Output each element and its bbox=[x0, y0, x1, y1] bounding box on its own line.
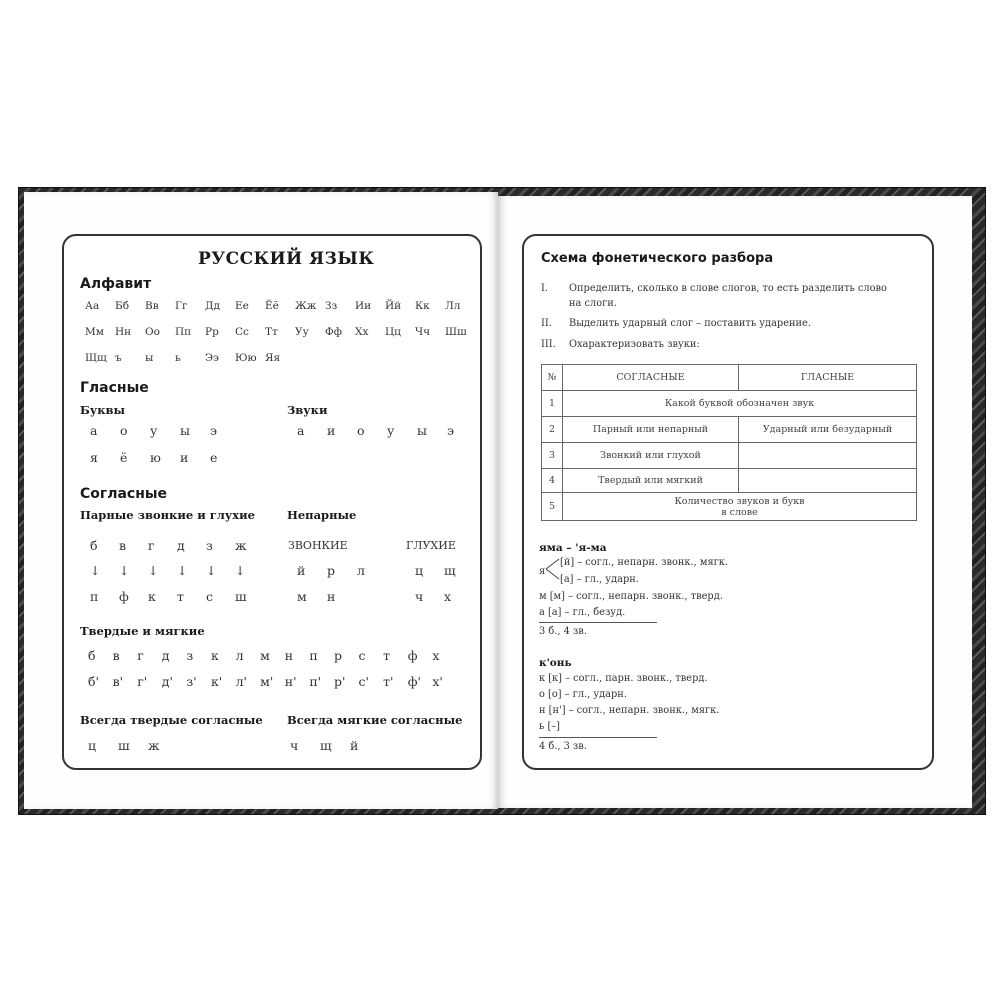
voiceless-label: ГЛУХИЕ bbox=[406, 539, 456, 552]
hard-consonant: п bbox=[309, 648, 318, 663]
alphabet-letter: Яя bbox=[265, 352, 281, 364]
arrow-row bbox=[90, 563, 264, 578]
soft-consonant: п' bbox=[309, 674, 322, 689]
always-hard-letter: ж bbox=[148, 738, 160, 753]
alphabet-letter: Фф bbox=[325, 326, 342, 338]
alphabet-letter: Ее bbox=[235, 300, 249, 312]
always-hard-letter: ц bbox=[88, 738, 97, 753]
consonants-heading: Согласные bbox=[80, 486, 168, 502]
unpaired-voiceless-row-2 bbox=[415, 589, 473, 604]
voiceless-consonant: т bbox=[177, 589, 184, 604]
example-2-total: 4 б., 3 зв. bbox=[539, 741, 587, 752]
voiced-row bbox=[90, 538, 264, 553]
always-soft-letter: ч bbox=[290, 738, 299, 753]
row-cell-line: Количество звуков и букв bbox=[674, 495, 805, 507]
alphabet-letter: Аа bbox=[85, 300, 100, 312]
soft-consonant: д' bbox=[161, 674, 173, 689]
table-header-consonants: СОГЛАСНЫЕ bbox=[563, 365, 739, 391]
alphabet-letter: Лл bbox=[445, 300, 461, 312]
always-soft-label: Всегда мягкие согласные bbox=[287, 713, 463, 727]
example-2-line-1: к [к] – согл., парн. звонк., тверд. bbox=[539, 673, 708, 684]
voiceless-consonant: ф bbox=[119, 589, 129, 604]
russian-language-panel bbox=[62, 234, 482, 770]
row-num: 2 bbox=[542, 417, 563, 443]
unpaired-voiceless: ч bbox=[415, 589, 424, 604]
vowel-sound: а bbox=[297, 423, 305, 438]
always-hard-letter: ш bbox=[118, 738, 130, 753]
vowel-letter: ю bbox=[150, 450, 161, 465]
example-1-line-2: [а] – гл., ударн. bbox=[560, 574, 639, 585]
soft-consonant: г' bbox=[137, 674, 148, 689]
alphabet-letter: Оо bbox=[145, 326, 160, 338]
unpaired-voiced-row-2 bbox=[297, 589, 357, 604]
row-num: 1 bbox=[542, 391, 563, 417]
vowel-letter: ё bbox=[120, 450, 128, 465]
step-3-num: III. bbox=[541, 339, 556, 350]
hard-consonant: м bbox=[260, 648, 270, 663]
soft-consonant: в' bbox=[112, 674, 124, 689]
hard-row bbox=[88, 648, 457, 663]
voiced-label: ЗВОНКИЕ bbox=[288, 539, 348, 552]
down-arrow-icon: ↓ bbox=[235, 563, 246, 578]
unpaired-voiceless: х bbox=[444, 589, 452, 604]
hard-consonant: з bbox=[186, 648, 194, 663]
table-row bbox=[542, 391, 917, 417]
alphabet-letter: Тт bbox=[265, 326, 278, 338]
soft-consonant: л' bbox=[235, 674, 247, 689]
vowels-heading: Гласные bbox=[80, 380, 149, 396]
alphabet-heading: Алфавит bbox=[80, 276, 152, 292]
voiced-consonant: ж bbox=[235, 538, 247, 553]
hard-consonant: с bbox=[358, 648, 366, 663]
alphabet-letter: Уу bbox=[295, 326, 309, 338]
step-1-text: Определить, сколько в слове слогов, то есть разделить слово bbox=[569, 283, 887, 294]
vowel-letter: у bbox=[150, 423, 158, 438]
hard-consonant: р bbox=[333, 648, 342, 663]
alphabet-letter: ь bbox=[175, 352, 181, 364]
voiceless-consonant: с bbox=[206, 589, 214, 604]
alphabet-letter: Ээ bbox=[205, 352, 219, 364]
down-arrow-icon: ↓ bbox=[177, 563, 188, 578]
soft-consonant: з' bbox=[186, 674, 197, 689]
down-arrow-icon: ↓ bbox=[90, 563, 101, 578]
always-hard-label: Всегда твердые согласные bbox=[80, 713, 263, 727]
example-1-line-3: м [м] – согл., непарн. звонк., тверд. bbox=[539, 591, 723, 602]
alphabet-row-1 bbox=[85, 300, 475, 312]
example-2-word: к'онь bbox=[539, 657, 572, 669]
alphabet-letter: Юю bbox=[235, 352, 257, 364]
row-cell-line: в слове bbox=[721, 506, 758, 518]
divider bbox=[539, 622, 657, 623]
unpaired-label: Непарные bbox=[287, 508, 357, 522]
hard-consonant: г bbox=[137, 648, 144, 663]
hard-consonant: т bbox=[383, 648, 391, 663]
vowel-sound: ы bbox=[417, 423, 427, 438]
alphabet-letter: Кк bbox=[415, 300, 430, 312]
step-1-text-cont: на слоги. bbox=[569, 298, 617, 309]
unpaired-voiceless: ц bbox=[415, 563, 424, 578]
row-cell: Твердый или мягкий bbox=[563, 469, 739, 493]
always-soft-letters bbox=[290, 738, 380, 753]
soft-consonant: м' bbox=[260, 674, 274, 689]
example-1-word: яма – 'я-ма bbox=[539, 542, 607, 554]
row-cell bbox=[563, 493, 917, 521]
alphabet-letter: Чч bbox=[415, 326, 431, 338]
alphabet-letter: Шш bbox=[445, 326, 467, 338]
alphabet-letter: Рр bbox=[205, 326, 219, 338]
example-2-line-4: ь [–] bbox=[539, 721, 560, 732]
soft-consonant: р' bbox=[333, 674, 346, 689]
hard-consonant: к bbox=[210, 648, 219, 663]
vowel-letter: я bbox=[90, 450, 98, 465]
voiceless-row bbox=[90, 589, 264, 604]
alphabet-letter: Нн bbox=[115, 326, 132, 338]
vowel-sounds-row bbox=[297, 423, 477, 438]
example-2-line-3: н [н'] – согл., непарн. звонк., мягк. bbox=[539, 705, 720, 716]
voiced-consonant: в bbox=[119, 538, 127, 553]
table-row bbox=[542, 443, 917, 469]
vowel-letters-row-1 bbox=[90, 423, 240, 438]
down-arrow-icon: ↓ bbox=[119, 563, 130, 578]
soft-consonant: х' bbox=[432, 674, 443, 689]
vowel-letter: и bbox=[180, 450, 189, 465]
alphabet-letter: Ёё bbox=[265, 300, 279, 312]
alphabet-letter: Жж bbox=[295, 300, 317, 312]
vowel-letter: е bbox=[210, 450, 218, 465]
step-2-num: II. bbox=[541, 318, 552, 329]
vowel-letter: ы bbox=[180, 423, 190, 438]
paired-label: Парные звонкие и глухие bbox=[80, 508, 255, 522]
alphabet-row-2 bbox=[85, 326, 475, 338]
divider bbox=[539, 737, 657, 738]
voiceless-consonant: ш bbox=[235, 589, 247, 604]
soft-row bbox=[88, 674, 457, 689]
row-cell: Ударный или безударный bbox=[739, 417, 917, 443]
step-3-text: Охарактеризовать звуки: bbox=[569, 339, 700, 350]
example-1-line-4: а [а] – гл., безуд. bbox=[539, 607, 626, 618]
unpaired-voiced-row-1 bbox=[297, 563, 387, 578]
down-arrow-icon: ↓ bbox=[148, 563, 159, 578]
alphabet-letter: Сс bbox=[235, 326, 249, 338]
unpaired-voiceless-row-1 bbox=[415, 563, 473, 578]
row-num: 5 bbox=[542, 493, 563, 521]
alphabet-letter: Хх bbox=[355, 326, 369, 338]
voiced-consonant: г bbox=[148, 538, 155, 553]
example-2-line-2: о [о] – гл., ударн. bbox=[539, 689, 627, 700]
table-row bbox=[542, 469, 917, 493]
vowel-sound: о bbox=[357, 423, 365, 438]
unpaired-voiced: м bbox=[297, 589, 307, 604]
panel-title: РУССКИЙ ЯЗЫК bbox=[198, 249, 375, 269]
row-num: 4 bbox=[542, 469, 563, 493]
soft-consonant: б' bbox=[88, 674, 99, 689]
voiced-consonant: д bbox=[177, 538, 185, 553]
alphabet-letter: Зз bbox=[325, 300, 338, 312]
unpaired-voiced: л bbox=[357, 563, 365, 578]
soft-consonant: с' bbox=[358, 674, 369, 689]
alphabet-letter: ъ bbox=[115, 352, 122, 364]
down-arrow-icon: ↓ bbox=[206, 563, 217, 578]
row-cell: Звонкий или глухой bbox=[563, 443, 739, 469]
voiced-consonant: з bbox=[206, 538, 213, 553]
hard-consonant: д bbox=[161, 648, 170, 663]
voiced-consonant: б bbox=[90, 538, 98, 553]
hard-consonant: н bbox=[284, 648, 294, 663]
hard-consonant: б bbox=[88, 648, 96, 663]
vowel-letters-row-2 bbox=[90, 450, 240, 465]
unpaired-voiceless: щ bbox=[444, 563, 456, 578]
always-hard-letters bbox=[88, 738, 178, 753]
alphabet-letter: Ии bbox=[355, 300, 372, 312]
row-cell bbox=[739, 443, 917, 469]
row-cell bbox=[739, 469, 917, 493]
alphabet-letter: Бб bbox=[115, 300, 130, 312]
unpaired-voiced: й bbox=[297, 563, 306, 578]
step-2-text: Выделить ударный слог – поставить ударение. bbox=[569, 318, 811, 329]
alphabet-letter: Дд bbox=[205, 300, 221, 312]
hard-consonant: ф bbox=[407, 648, 418, 663]
alphabet-letter: Вв bbox=[145, 300, 159, 312]
phonetic-table bbox=[541, 364, 917, 521]
voiceless-consonant: п bbox=[90, 589, 99, 604]
row-cell: Парный или непарный bbox=[563, 417, 739, 443]
always-soft-letter: щ bbox=[320, 738, 332, 753]
table-row bbox=[542, 417, 917, 443]
soft-consonant: н' bbox=[284, 674, 297, 689]
scheme-title: Схема фонетического разбора bbox=[541, 251, 774, 266]
vowel-letter: а bbox=[90, 423, 98, 438]
example-1-total: 3 б., 4 зв. bbox=[539, 626, 587, 637]
table-header-num: № bbox=[542, 365, 563, 391]
alphabet-letter: Щщ bbox=[85, 352, 107, 364]
vowel-letters-label: Буквы bbox=[80, 403, 126, 417]
always-soft-letter: й bbox=[350, 738, 359, 753]
hard-consonant: л bbox=[235, 648, 244, 663]
alphabet-letter: Цц bbox=[385, 326, 401, 338]
example-1-line-1: [й] – согл., непарн. звонк., мягк. bbox=[560, 557, 729, 568]
vowel-sound: и bbox=[327, 423, 336, 438]
soft-consonant: ф' bbox=[407, 674, 421, 689]
unpaired-voiced: н bbox=[327, 589, 336, 604]
step-1-num: I. bbox=[541, 283, 548, 294]
alphabet-letter: Гг bbox=[175, 300, 188, 312]
example-1-letter: я bbox=[539, 566, 546, 577]
table-header-vowels: ГЛАСНЫЕ bbox=[739, 365, 917, 391]
vowel-sound: э bbox=[447, 423, 455, 438]
alphabet-letter: Пп bbox=[175, 326, 192, 338]
vowel-sounds-label: Звуки bbox=[287, 403, 328, 417]
vowel-letter: э bbox=[210, 423, 218, 438]
alphabet-row-3 bbox=[85, 352, 295, 364]
row-cell: Какой буквой обозначен звук bbox=[563, 391, 917, 417]
vowel-letter: о bbox=[120, 423, 128, 438]
unpaired-voiced: р bbox=[327, 563, 336, 578]
alphabet-letter: Мм bbox=[85, 326, 104, 338]
branch-lines bbox=[545, 556, 561, 582]
hard-soft-heading: Твердые и мягкие bbox=[80, 624, 205, 638]
vowel-sound: у bbox=[387, 423, 395, 438]
hard-consonant: х bbox=[432, 648, 440, 663]
row-num: 3 bbox=[542, 443, 563, 469]
table-row bbox=[542, 493, 917, 521]
alphabet-letter: ы bbox=[145, 352, 154, 364]
soft-consonant: т' bbox=[383, 674, 394, 689]
hard-consonant: в bbox=[112, 648, 120, 663]
soft-consonant: к' bbox=[210, 674, 223, 689]
voiceless-consonant: к bbox=[148, 589, 156, 604]
alphabet-letter: Йй bbox=[385, 300, 402, 312]
